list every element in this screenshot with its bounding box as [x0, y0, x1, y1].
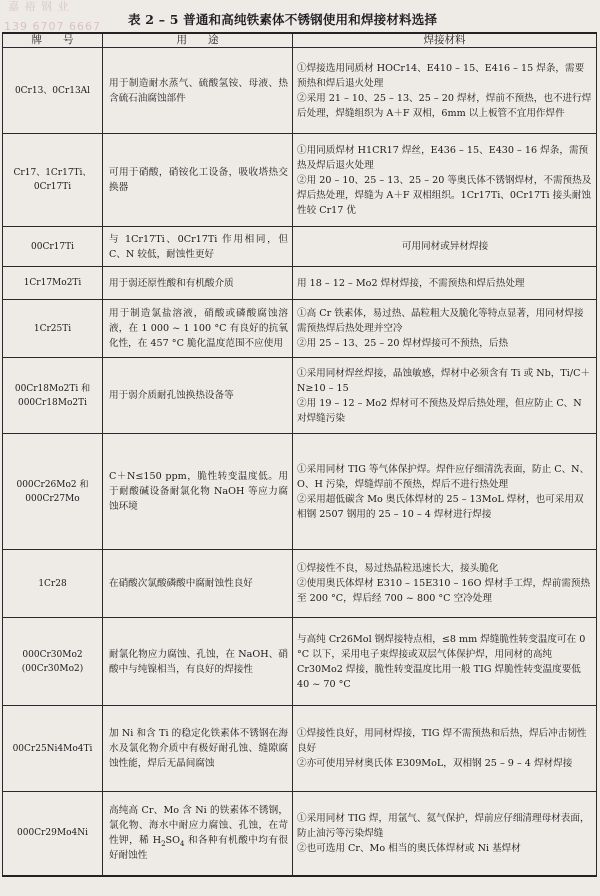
grade-cell: 000Cr26Mo2 和 000Cr27Mo	[3, 434, 103, 550]
grade-cell: 000Cr30Mo2 (00Cr30Mo2)	[3, 618, 103, 706]
weld-item: ①焊接选用同质材 HOCr14、E410 – 15、E416 – 15 焊条，需要预热和焊后退火处理	[297, 62, 585, 89]
table-row	[3, 358, 597, 434]
weld-item: ①高 Cr 铁素体，易过热、晶粒粗大及脆化等特点显著，用同材焊接需预热焊后热处理并空冷	[297, 308, 584, 334]
weld-item: ②用 19 – 12 – Mo2 焊材可不预热及焊后热处理，但应防止 C、N 对焊缝污染	[297, 397, 582, 424]
table-row	[3, 434, 597, 550]
weld-item: ②使用奥氏体焊材 E310 – 15E310 – 16O 焊材手工焊，焊前需预热至 200 °C，焊后经 700 ~ 800 °C 空冷处理	[297, 578, 591, 604]
use-cell: 用于弱还原性酸和有机酸介质	[103, 267, 293, 300]
use-cell: 与 1Cr17Ti、0Cr17Ti 作用相同，但 C、N 较低，耐蚀性更好	[103, 227, 293, 267]
weld-item: ①采用同材 TIG 等气体保护焊。焊件应仔细清洗表面，防止 C、N、O、H 污染，焊缝焊前不预热，焊后不进行热处理	[297, 463, 590, 490]
weld-item: ②用 25 – 13、25 – 20 焊材焊接可不预热，后热	[297, 338, 509, 349]
grade-cell: Cr17、1Cr17Ti、0Cr17Ti	[3, 134, 103, 227]
weld-cell	[293, 267, 597, 300]
table-row	[3, 550, 597, 618]
grade-cell: 00Cr17Ti	[3, 227, 103, 267]
table-row	[3, 792, 597, 876]
table-row	[3, 227, 597, 267]
use-text: 和各种有机酸中均有很好耐蚀性	[109, 835, 288, 862]
grade-cell: 1Cr17Mo2Ti	[3, 267, 103, 300]
use-cell: 用于制造氯盐溶液，硝酸或磷酸腐蚀溶液，在 1 000 ~ 1 100 °C 有良好的抗氧化性，在 457 °C 脆化温度范围不应使用	[103, 300, 293, 358]
table-row	[3, 618, 597, 706]
use-cell: 耐氯化物应力腐蚀、孔蚀，在 NaOH、硝酸中与纯镍相当，有良好的焊接性	[103, 618, 293, 706]
weld-item: 用 18 – 12 – Mo2 焊材焊接，不需预热和焊后热处理	[297, 277, 525, 289]
grade-cell: 00Cr25Ni4Mo4Ti	[3, 706, 103, 792]
grade-cell: 00Cr18Mo2Ti 和 000Cr18Mo2Ti	[3, 358, 103, 434]
weld-cell	[293, 300, 597, 358]
steel-selection-table	[2, 32, 597, 877]
weld-cell	[293, 48, 597, 134]
weld-cell	[293, 550, 597, 618]
weld-item: ①采用同材焊丝焊接，晶蚀敏感，焊材中必须含有 Ti 或 Nb，Ti/C＋N≥10 – 15	[297, 367, 591, 394]
use-text: SO	[165, 835, 180, 847]
grade-cell: 000Cr29Mo4Ni	[3, 792, 103, 876]
grade-cell: 0Cr13、0Cr13Al	[3, 48, 103, 134]
subscript: 4	[179, 840, 185, 849]
weld-item: ②采用超低碳含 Mo 奥氏体焊材的 25 – 13MoL 焊材，也可采用双相钢 2507 钢用的 25 – 10 – 4 焊材进行焊接	[297, 493, 584, 520]
watermark-text: 嘉 裕 钢 业	[8, 0, 70, 13]
subscript: 2	[161, 840, 166, 849]
weld-cell	[293, 227, 597, 267]
header-weld: 焊接材料	[293, 33, 597, 48]
weld-item: ①采用同材 TIG 焊，用氩气、氦气保护，焊前应仔细清理母材表面，防止油污等污染焊缝	[297, 812, 590, 839]
use-cell: 在硝酸次氯酸磷酸中腐耐蚀性良好	[103, 550, 293, 618]
weld-item: 可用同材或异材焊接	[401, 241, 489, 252]
table-row	[3, 134, 597, 227]
use-cell	[103, 792, 293, 876]
use-cell: 用于制造耐水蒸气、硫酸氢铵、母液、热含硫石油腐蚀部件	[103, 48, 293, 134]
weld-item: ①焊接性良好，用同材焊接，TIG 焊不需预热和后热，焊后冲击韧性良好	[297, 728, 587, 754]
use-cell: 用于弱介质耐孔蚀换热设备等	[103, 358, 293, 434]
weld-item: 与高纯 Cr26Mol 钢焊接特点相，≤8 mm 焊缝脆性转变温度可在 0 °C 以下，采用电子束焊接或双层气体保护焊，用同材的高纯 Cr30Mo2 焊接，脆性转变温度比用一般 TIG 焊脆性转变温度要低 40 ~ 70 °C	[297, 633, 586, 690]
grade-cell: 1Cr28	[3, 550, 103, 618]
table-row	[3, 300, 597, 358]
grade-cell: 1Cr25Ti	[3, 300, 103, 358]
weld-cell	[293, 792, 597, 876]
header-grade: 牌 号	[3, 33, 103, 48]
watermark-phone: 139 6707 6667	[4, 20, 101, 33]
weld-item: ①焊接性不良，易过热晶粒迅速长大，接头脆化	[297, 563, 499, 574]
weld-item: ②采用 21 – 10、25 – 13、25 – 20 焊材，焊前不预热，也不进行焊后处理，焊缝组织为 A＋F 双相，6mm 以上板管不宜用作焊件	[297, 92, 592, 119]
weld-item: ②用 20 – 10、25 – 13、25 – 20 等奥氏体不锈钢焊材，不需预热及焊后热处理，焊缝为 A＋F 双相组织。1Cr17Ti、0Cr17Ti 接头耐蚀性较 Cr17 优	[297, 174, 592, 216]
header-use: 用 途	[103, 33, 293, 48]
use-cell: 可用于硝酸，硝铵化工设备，吸收塔热交换器	[103, 134, 293, 227]
table-header-row	[3, 33, 597, 48]
table-row	[3, 706, 597, 792]
weld-cell	[293, 358, 597, 434]
weld-item: ①用同质焊材 H1CR17 焊丝，E436 – 15、E430 – 16 焊条，需预热及焊后退火处理	[297, 144, 589, 171]
weld-cell	[293, 706, 597, 792]
weld-cell	[293, 134, 597, 227]
weld-cell	[293, 618, 597, 706]
use-cell: 加 Ni 和含 Ti 的稳定化铁素体不锈钢在海水及氯化物介质中有极好耐孔蚀、缝隙腐蚀性能，焊后无晶间腐蚀	[103, 706, 293, 792]
table-row	[3, 267, 597, 300]
weld-item: ②亦可使用异材奥氏体 E309MoL，双相钢 25 – 9 – 4 焊材焊接	[297, 758, 573, 769]
use-cell: C＋N≤150 ppm，脆性转变温度低。用于耐酸碱设备耐氯化物 NaOH 等应力腐蚀环境	[103, 434, 293, 550]
weld-item: ②也可选用 Cr、Mo 相当的奥氏体焊材或 Ni 基焊材	[297, 842, 521, 854]
weld-cell	[293, 434, 597, 550]
table-row	[3, 48, 597, 134]
use-text: 高纯高 Cr、Mo 含 Ni 的铁素体不锈钢，氯化物、海水中耐应力腐蚀、孔蚀，在苛性钾，稀 H	[109, 805, 288, 847]
table-caption: 表 2 – 5 普通和高纯铁素体不锈钢使用和焊接材料选择	[128, 12, 438, 27]
